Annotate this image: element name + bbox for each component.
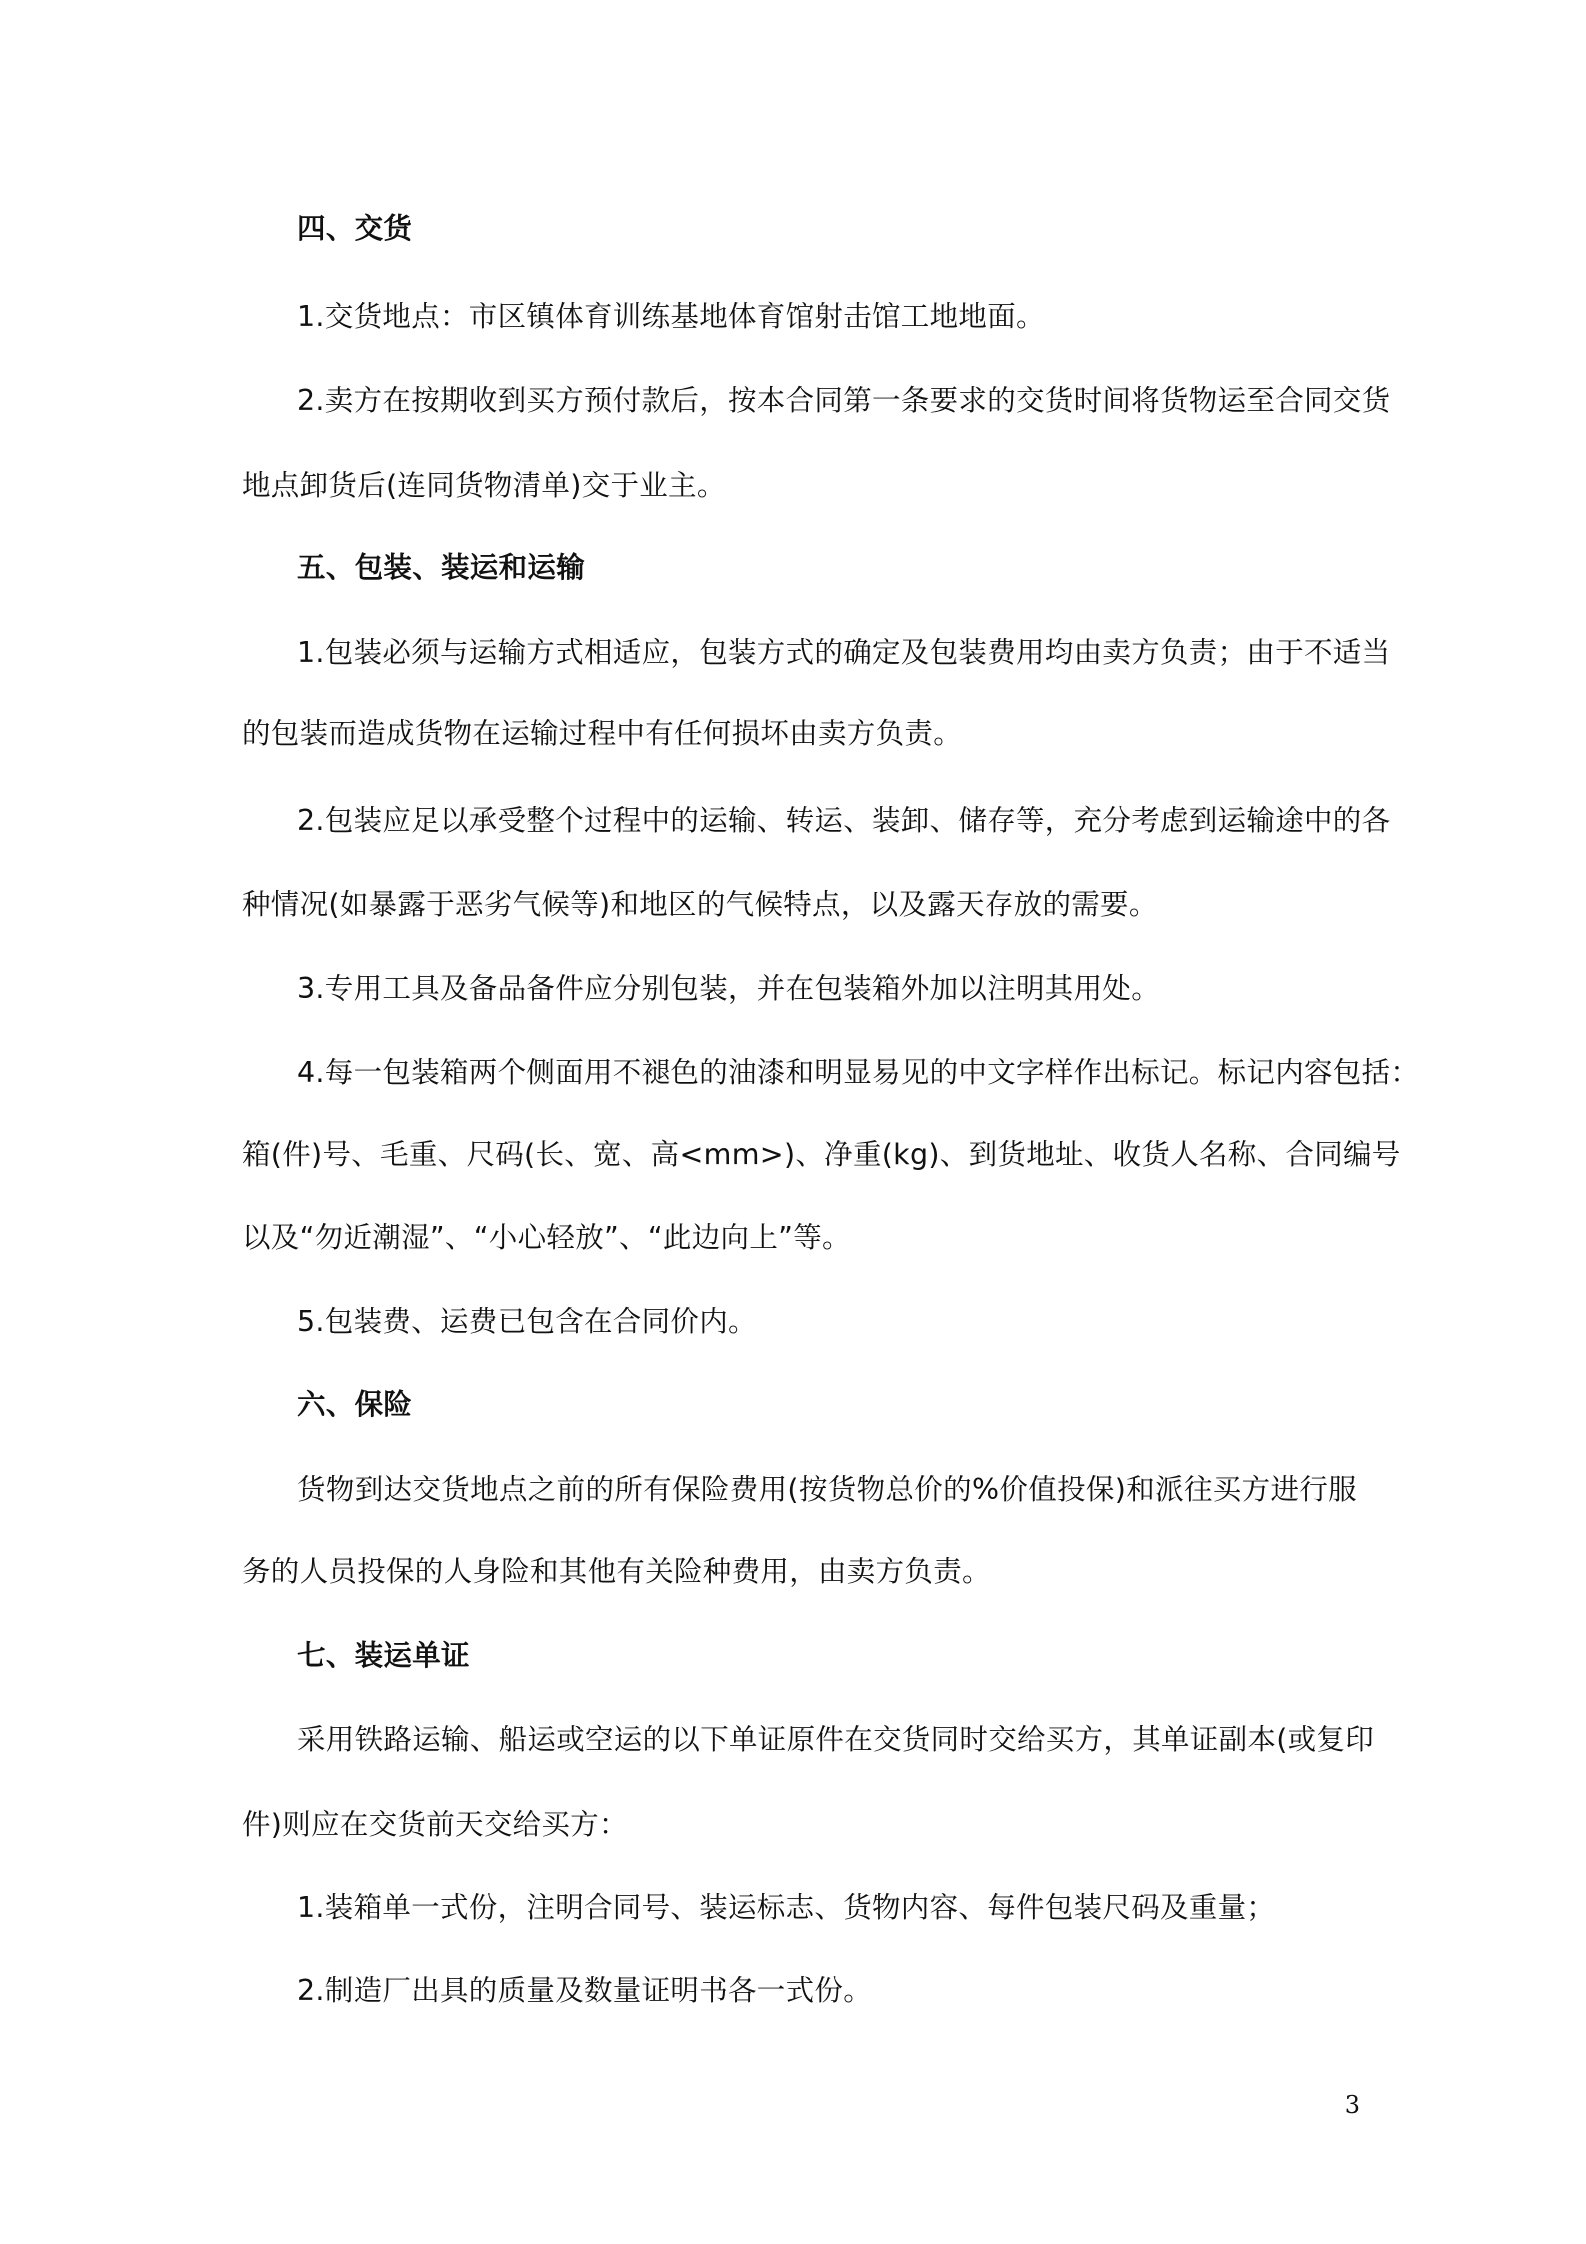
- delivery-item-1: 1.交货地点：市区镇体育训练基地体育馆射击馆工地地面。: [297, 300, 1045, 333]
- page-number: 3: [1344, 2091, 1360, 2119]
- delivery-item-2-line-1: 2.卖方在按期收到买方预付款后，按本合同第一条要求的交货时间将货物运至合同交货: [297, 384, 1391, 417]
- packaging-item-2-line-1: 2.包装应足以承受整个过程中的运输、转运、装卸、储存等，充分考虑到运输途中的各: [297, 804, 1391, 837]
- shipping-docs-para-line-2: 件)则应在交货前天交给买方：: [242, 1808, 628, 1841]
- section-heading-packaging: 五、包装、装运和运输: [297, 551, 586, 584]
- packaging-item-4-line-3: 以及“勿近潮湿”、“小心轻放”、“此边向上”等。: [242, 1221, 851, 1254]
- shipping-docs-item-2: 2.制造厂出具的质量及数量证明书各一式份。: [297, 1974, 872, 2007]
- packaging-item-3: 3.专用工具及备品备件应分别包装，并在包装箱外加以注明其用处。: [297, 972, 1160, 1005]
- packaging-item-5: 5.包装费、运费已包含在合同价内。: [297, 1305, 757, 1338]
- shipping-docs-item-1: 1.装箱单一式份，注明合同号、装运标志、货物内容、每件包装尺码及重量；: [297, 1891, 1276, 1924]
- packaging-item-4-line-2: 箱(件)号、毛重、尺码(长、宽、高<mm>)、净重(kg)、到货地址、收货人名称、合同编号: [242, 1138, 1401, 1171]
- section-heading-insurance: 六、保险: [297, 1388, 413, 1421]
- packaging-item-2-line-2: 种情况(如暴露于恶劣气候等)和地区的气候特点，以及露天存放的需要。: [242, 888, 1158, 921]
- section-heading-delivery: 四、交货: [297, 212, 413, 245]
- shipping-docs-para-line-1: 采用铁路运输、船运或空运的以下单证原件在交货同时交给买方，其单证副本(或复印: [297, 1723, 1375, 1756]
- insurance-para-line-2: 务的人员投保的人身险和其他有关险种费用，由卖方负责。: [242, 1555, 991, 1588]
- delivery-item-2-line-2: 地点卸货后(连同货物清单)交于业主。: [242, 469, 726, 502]
- packaging-item-4-line-1: 4.每一包装箱两个侧面用不褪色的油漆和明显易见的中文字样作出标记。标记内容包括：: [297, 1056, 1420, 1089]
- section-heading-shipping-docs: 七、装运单证: [297, 1639, 470, 1672]
- insurance-para-line-1: 货物到达交货地点之前的所有保险费用(按货物总价的%价值投保)和派往买方进行服: [297, 1473, 1357, 1506]
- packaging-item-1-line-2: 的包装而造成货物在运输过程中有任何损坏由卖方负责。: [242, 717, 963, 750]
- packaging-item-1-line-1: 1.包装必须与运输方式相适应，包装方式的确定及包装费用均由卖方负责；由于不适当: [297, 636, 1391, 669]
